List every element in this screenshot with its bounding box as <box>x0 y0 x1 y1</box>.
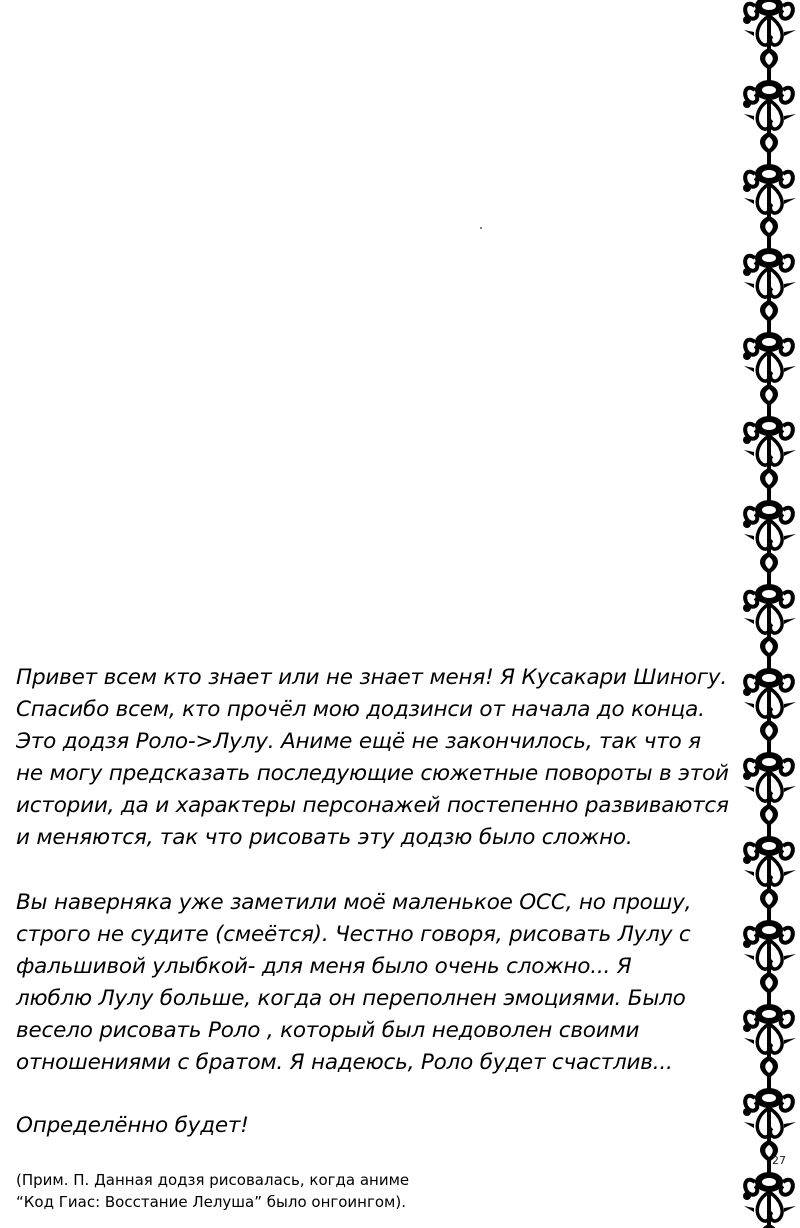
page-number: 27 <box>772 1154 786 1167</box>
text-line: Спасибо всем, кто прочёл мою додзинси от начала до конца. <box>16 697 705 722</box>
text-line: люблю Лулу больше, когда он переполнен эмоциями. Было <box>16 986 686 1011</box>
author-note-paragraph-2 <box>16 887 751 1079</box>
text-line: не могу предсказать последующие сюжетные повороты в этой <box>16 761 729 786</box>
ornamental-border-icon <box>740 0 800 1228</box>
text-line: Вы наверняка уже заметили моё маленькое ОСС, но прошу, <box>16 890 692 915</box>
text-line: и меняются, так что рисовать эту додзю было сложно. <box>16 825 633 850</box>
text-line: строго не судите (смеётся). Честно говоря, рисовать Лулу с <box>16 922 691 947</box>
author-note-paragraph-1 <box>16 662 751 854</box>
text-line: отношениями с братом. Я надеюсь, Роло будет счастлив... <box>16 1050 673 1075</box>
text-line: Привет всем кто знает или не знает меня! Я Кусакари Шиногу. <box>16 665 727 690</box>
text-line: Это додзя Роло->Лулу. Аниме ещё не закончилось, так что я <box>16 729 701 754</box>
footnote-line: “Код Гиас: Восстание Лелуша” было онгоингом). <box>16 1193 406 1211</box>
translator-footnote <box>16 1169 736 1213</box>
footnote-line: (Прим. П. Данная додзя рисовалась, когда аниме <box>16 1171 410 1189</box>
author-note-paragraph-3 <box>16 1110 751 1142</box>
text-line: истории, да и характеры персонажей постепенно развиваются <box>16 793 729 818</box>
text-line: фальшивой улыбкой- для меня было очень сложно... Я <box>16 954 632 979</box>
paper-speck <box>480 227 482 229</box>
text-line: весело рисовать Роло , который был недоволен своими <box>16 1018 640 1043</box>
text-line: Определённо будет! <box>16 1113 249 1138</box>
